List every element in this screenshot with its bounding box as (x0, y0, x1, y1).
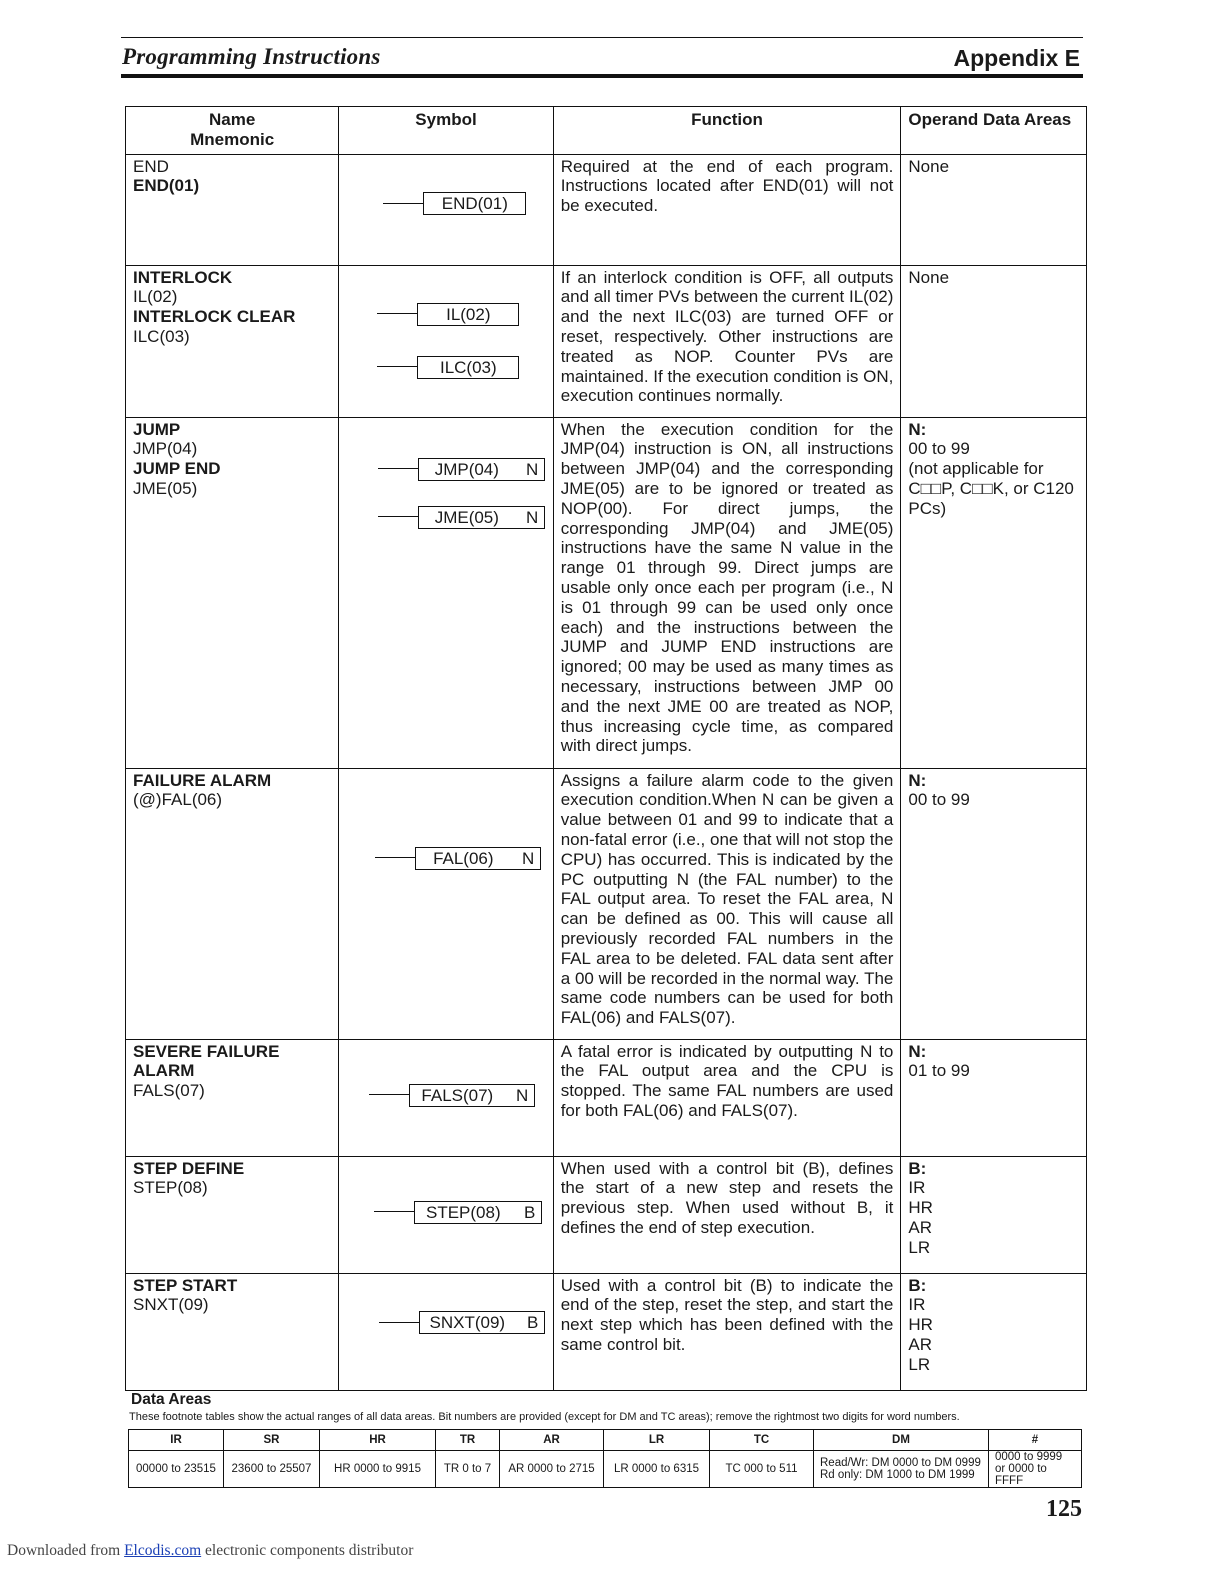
page-number: 125 (1046, 1496, 1082, 1522)
ladder-rung (377, 366, 417, 367)
table-row (126, 417, 1087, 768)
table-row (126, 154, 1087, 265)
instruction-box-snxt: SNXT(09) B (419, 1311, 545, 1334)
name-mnemonic-header: Name Mnemonic (126, 107, 339, 155)
operand-cell: N: 00 to 99 (901, 768, 1087, 1039)
operand-cell: None (901, 154, 1087, 265)
symbol-cell (339, 768, 553, 1039)
header-bottom-rule (121, 74, 1083, 78)
instruction-box-jme: JME(05) N (418, 506, 545, 529)
instruction-box-jmp: JMP(04) N (418, 458, 545, 481)
instruction-box-ilc: ILC(03) (417, 356, 519, 379)
table-row (126, 1273, 1087, 1390)
download-footer: Downloaded from Elcodis.com electronic components distributor (7, 1542, 414, 1559)
function-cell: If an interlock condition is OFF, all outputs and all timer PVs between the current IL(02) and the next ILC(03) are turned OFF or reset, respectively. Other instructions are treated as NOP. Counter PVs are maintained. If the execution condition is ON, execution continues normally. (553, 265, 901, 417)
instruction-name-cell: STEP DEFINE STEP(08) (126, 1156, 339, 1273)
data-areas-header-row: IR SR HR TR AR LR TC DM # (129, 1430, 1082, 1451)
data-areas-title: Data Areas (131, 1391, 212, 1408)
instruction-box-fals: FALS(07) N (409, 1084, 535, 1107)
symbol-cell (339, 417, 553, 768)
instruction-table-header (126, 107, 1087, 155)
header-top-rule (121, 37, 1083, 38)
instruction-table (125, 106, 1087, 1391)
function-cell: Required at the end of each program. Instructions located after END(01) will not be executed. (553, 154, 901, 265)
ladder-rung (378, 516, 418, 517)
instruction-name-cell: STEP START SNXT(09) (126, 1273, 339, 1390)
instruction-box-il: IL(02) (417, 303, 519, 326)
instruction-box-end: END(01) (423, 192, 526, 215)
appendix-title: Appendix E (953, 45, 1080, 71)
function-cell: When the execution condition for the JMP(04) instruction is ON, all instructions between JMP(04) and the corresponding JME(05) are to be ignored or treated as NOP(00). For direct jumps, the corresponding JMP(04) and JME(05) instructions have the same N value in the range 01 through 99. Direct jumps are usable only once each per program (i.e., N is 01 through 99 can be used only once each) and the instructions between the JUMP and JUMP END instructions are ignored; 00 may be used as many times as necessary, instructions between JMP 00 and the next JME 00 are treated as NOP, thus increasing cycle time, as compared with direct jumps. (553, 417, 901, 768)
data-areas-table (128, 1429, 1082, 1488)
operand-header: Operand Data Areas (901, 107, 1087, 155)
symbol-cell (339, 1273, 553, 1390)
ladder-rung (379, 1322, 419, 1323)
instruction-box-step: STEP(08) B (414, 1201, 542, 1224)
ladder-rung (375, 857, 415, 858)
function-header: Function (553, 107, 901, 155)
ladder-rung (377, 313, 417, 314)
operand-cell: B: IR HR AR LR (901, 1156, 1087, 1273)
ladder-rung (378, 468, 418, 469)
table-row (126, 768, 1087, 1039)
function-cell: A fatal error is indicated by outputting N to the FAL output area and the CPU is stopped. The same FAL numbers are used for both FAL(06) and FALS(07). (553, 1039, 901, 1156)
function-cell: When used with a control bit (B), defines the start of a new step and resets the previous step. When used without B, it defines the end of step execution. (553, 1156, 901, 1273)
instruction-name-cell: INTERLOCK IL(02) INTERLOCK CLEAR ILC(03) (126, 265, 339, 417)
table-row (126, 1156, 1087, 1273)
function-cell: Assigns a failure alarm code to the given execution condition.When N can be given a value between 01 and 99 to indicate that a non-fatal error (i.e., one that will not stop the CPU) has occurred. This is indicated by the PC outputting N (the FAL number) to the FAL output area. To reset the FAL area, N can be defined as 00. This will cause all previously recorded FAL numbers in the FAL area to be deleted. FAL data sent after a 00 will be recorded in the normal way. The same code numbers can be used for both FAL(06) and FALS(07). (553, 768, 901, 1039)
elcodis-link[interactable]: Elcodis.com (124, 1542, 202, 1559)
function-cell: Used with a control bit (B) to indicate the end of the step, reset the step, and start the next step which has been defined with the same control bit. (553, 1273, 901, 1390)
operand-cell: N: 01 to 99 (901, 1039, 1087, 1156)
symbol-cell (339, 154, 553, 265)
section-title: Programming Instructions (122, 44, 381, 69)
symbol-cell (339, 265, 553, 417)
ladder-rung (374, 1211, 414, 1212)
instruction-name-cell: END END(01) (126, 154, 339, 265)
table-row (126, 1039, 1087, 1156)
instruction-name-cell: JUMP JMP(04) JUMP END JME(05) (126, 417, 339, 768)
instruction-box-fal: FAL(06) N (415, 847, 541, 870)
data-areas-value-row: 00000 to 23515 23600 to 25507 HR 0000 to 9915 TR 0 to 7 AR 0000 to 2715 LR 0000 to 6315 TC 000 to 511 Read/Wr: DM 0000 to DM 0999 Rd only: DM 1000 to DM 1999 0000 to 9999 or 0000 to FFFF (129, 1451, 1082, 1488)
operand-cell: None (901, 265, 1087, 417)
data-areas-note: These footnote tables show the actual ranges of all data areas. Bit numbers are provided (except for DM and TC areas); remove the rightmost two digits for word numbers. (129, 1411, 960, 1423)
operand-cell: B: IR HR AR LR (901, 1273, 1087, 1390)
symbol-cell (339, 1039, 553, 1156)
ladder-rung (369, 1094, 409, 1095)
instruction-name-cell: SEVERE FAILURE ALARM FALS(07) (126, 1039, 339, 1156)
table-row (126, 265, 1087, 417)
ladder-rung (383, 203, 423, 204)
symbol-header: Symbol (339, 107, 553, 155)
symbol-cell (339, 1156, 553, 1273)
instruction-name-cell: FAILURE ALARM (@)FAL(06) (126, 768, 339, 1039)
operand-cell: N: 00 to 99 (not applicable for C□□P, C□□K, or C120 PCs) (901, 417, 1087, 768)
